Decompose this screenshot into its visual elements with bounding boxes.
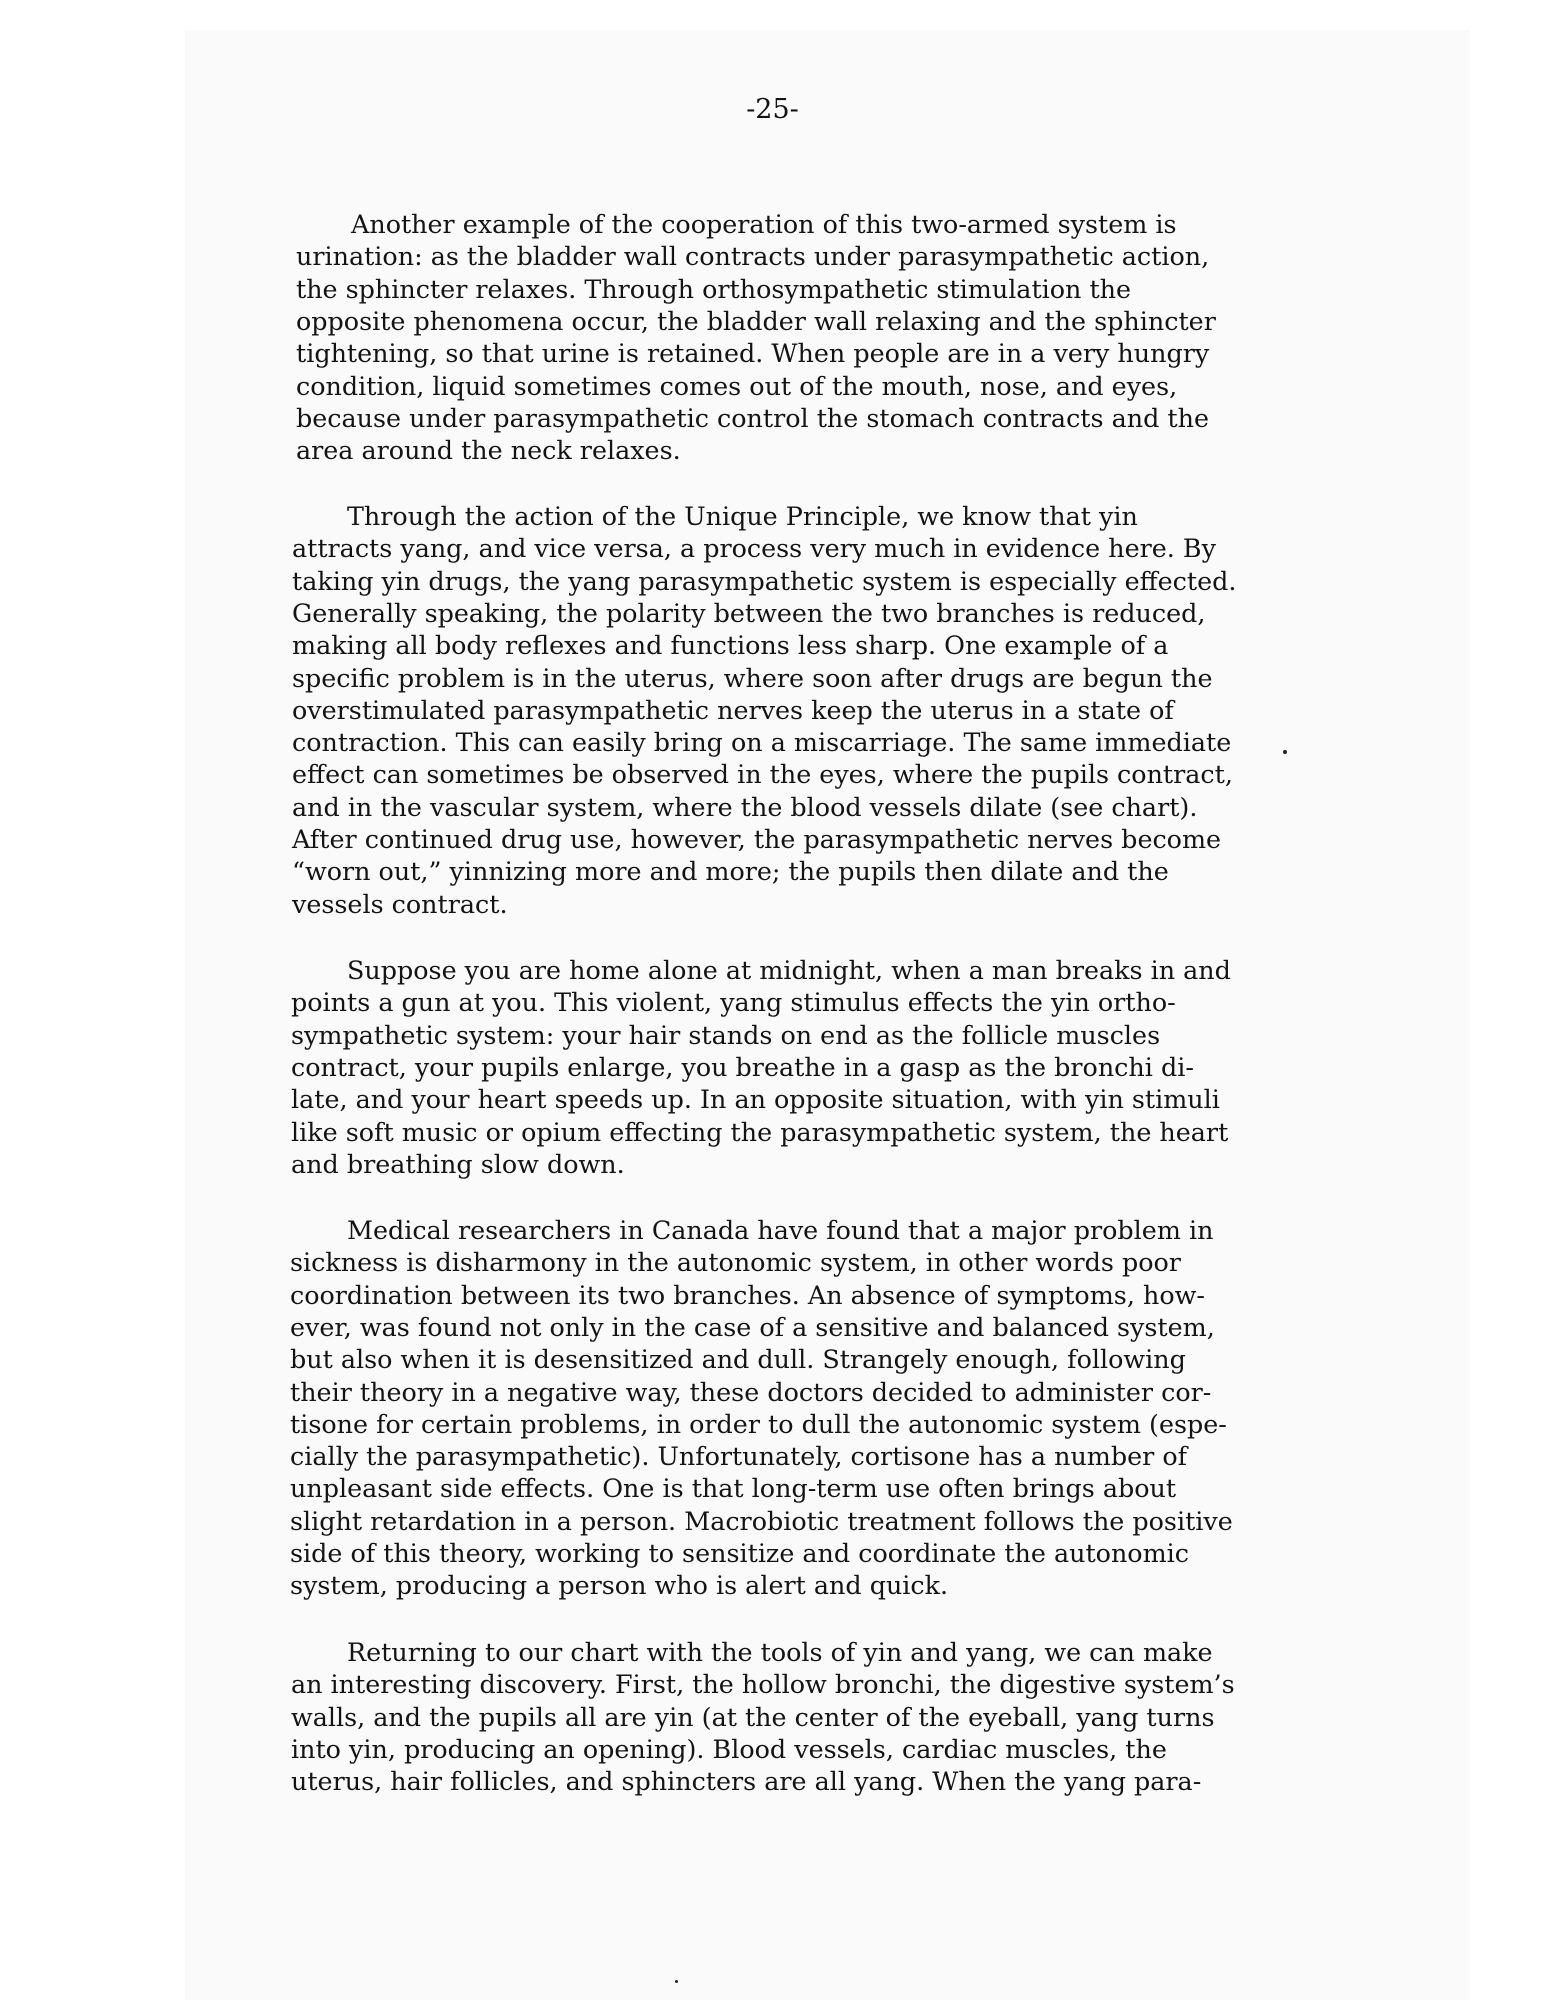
paragraph-first-line: Through the action of the Unique Principle, we know that yin bbox=[347, 501, 1138, 531]
paragraph-line: an interesting discovery. First, the hollow bronchi, the digestive system’s bbox=[291, 1669, 1235, 1700]
paragraph-line: condition, liquid sometimes comes out of the mouth, nose, and eyes, bbox=[296, 370, 1178, 401]
paragraph-line: taking yin drugs, the yang parasympathetic system is especially effected. bbox=[292, 565, 1237, 596]
paragraph-line: After continued drug use, however, the parasympathetic nerves become bbox=[292, 824, 1222, 854]
paragraph-line: contract, your pupils enlarge, you breathe in a gasp as the bronchi di- bbox=[291, 1051, 1194, 1082]
paragraph-line: vessels contract. bbox=[292, 888, 508, 919]
scan-speck bbox=[675, 1980, 678, 1983]
paragraph-line: cially the parasympathetic). Unfortunately, cortisone has a number of bbox=[290, 1441, 1188, 1472]
paragraph-line: sympathetic system: your hair stands on end as the follicle muscles bbox=[291, 1019, 1161, 1050]
paragraph-line: slight retardation in a person. Macrobiotic treatment follows the positive bbox=[290, 1505, 1233, 1536]
paragraph-line: side of this theory, working to sensitize and coordinate the autonomic bbox=[290, 1538, 1190, 1568]
paragraph-line: walls, and the pupils all are yin (at the center of the eyeball, yang turns bbox=[291, 1701, 1215, 1732]
paragraph-line: unpleasant side effects. One is that long-term use often brings about bbox=[290, 1473, 1177, 1504]
paragraph-line: late, and your heart speeds up. In an opposite situation, with yin stimuli bbox=[291, 1084, 1220, 1115]
paragraph-line: their theory in a negative way, these doctors decided to administer cor- bbox=[290, 1376, 1212, 1407]
paragraph-line: tightening, so that urine is retained. When people are in a very hungry bbox=[296, 338, 1210, 369]
paragraph-line: tisone for certain problems, in order to dull the autonomic system (espe- bbox=[290, 1408, 1227, 1439]
paragraph-first-line: Medical researchers in Canada have found that a major problem in bbox=[347, 1215, 1214, 1245]
paragraph-line: specific problem is in the uterus, where soon after drugs are begun the bbox=[292, 662, 1213, 693]
paragraph-line: ever, was found not only in the case of a sensitive and balanced system, bbox=[290, 1311, 1215, 1342]
paragraph-line: points a gun at you. This violent, yang stimulus effects the yin ortho- bbox=[291, 987, 1176, 1018]
paragraph-line: attracts yang, and vice versa, a process very much in evidence here. By bbox=[292, 533, 1216, 564]
paragraph-line: Generally speaking, the polarity between the two branches is reduced, bbox=[292, 597, 1206, 628]
paragraph-line: system, producing a person who is alert and quick. bbox=[290, 1570, 949, 1601]
paragraph-line: like soft music or opium effecting the parasympathetic system, the heart bbox=[291, 1116, 1229, 1147]
paragraph-line: effect can sometimes be observed in the eyes, where the pupils contract, bbox=[292, 759, 1233, 790]
paragraph-line: but also when it is desensitized and dull. Strangely enough, following bbox=[290, 1344, 1186, 1375]
page-number: -25- bbox=[746, 94, 799, 125]
paragraph-line: making all body reflexes and functions less sharp. One example of a bbox=[292, 630, 1169, 661]
paragraph-line: urination: as the bladder wall contracts under parasympathetic action, bbox=[296, 241, 1210, 272]
paragraph-line: uterus, hair follicles, and sphincters are all yang. When the yang para- bbox=[291, 1766, 1202, 1797]
paragraph-line: sickness is disharmony in the autonomic system, in other words poor bbox=[290, 1247, 1181, 1278]
scan-speck bbox=[1283, 750, 1287, 754]
paragraph-line: coordination between its two branches. An absence of symptoms, how- bbox=[290, 1279, 1205, 1310]
paragraph-line: overstimulated parasympathetic nerves keep the uterus in a state of bbox=[292, 694, 1174, 725]
paragraph-line: and in the vascular system, where the blood vessels dilate (see chart). bbox=[292, 791, 1198, 822]
paragraph-first-line: Returning to our chart with the tools of yin and yang, we can make bbox=[347, 1637, 1213, 1667]
paragraph-line: because under parasympathetic control the stomach contracts and the bbox=[296, 402, 1209, 433]
paragraph-line: opposite phenomena occur, the bladder wall relaxing and the sphincter bbox=[296, 305, 1216, 336]
paragraph-first-line: Suppose you are home alone at midnight, when a man breaks in and bbox=[347, 955, 1231, 985]
paragraph-line: contraction. This can easily bring on a miscarriage. The same immediate bbox=[292, 727, 1232, 758]
paragraph-line: the sphincter relaxes. Through orthosympathetic stimulation the bbox=[296, 273, 1132, 304]
paragraph-line: “worn out,” yinnizing more and more; the pupils then dilate and the bbox=[292, 856, 1169, 887]
paragraph-line: area around the neck relaxes. bbox=[296, 435, 681, 466]
paragraph-line: into yin, producing an opening). Blood vessels, cardiac muscles, the bbox=[291, 1733, 1167, 1764]
paragraph-line: and breathing slow down. bbox=[291, 1148, 625, 1179]
paragraph-first-line: Another example of the cooperation of this two-armed system is bbox=[351, 209, 1177, 239]
